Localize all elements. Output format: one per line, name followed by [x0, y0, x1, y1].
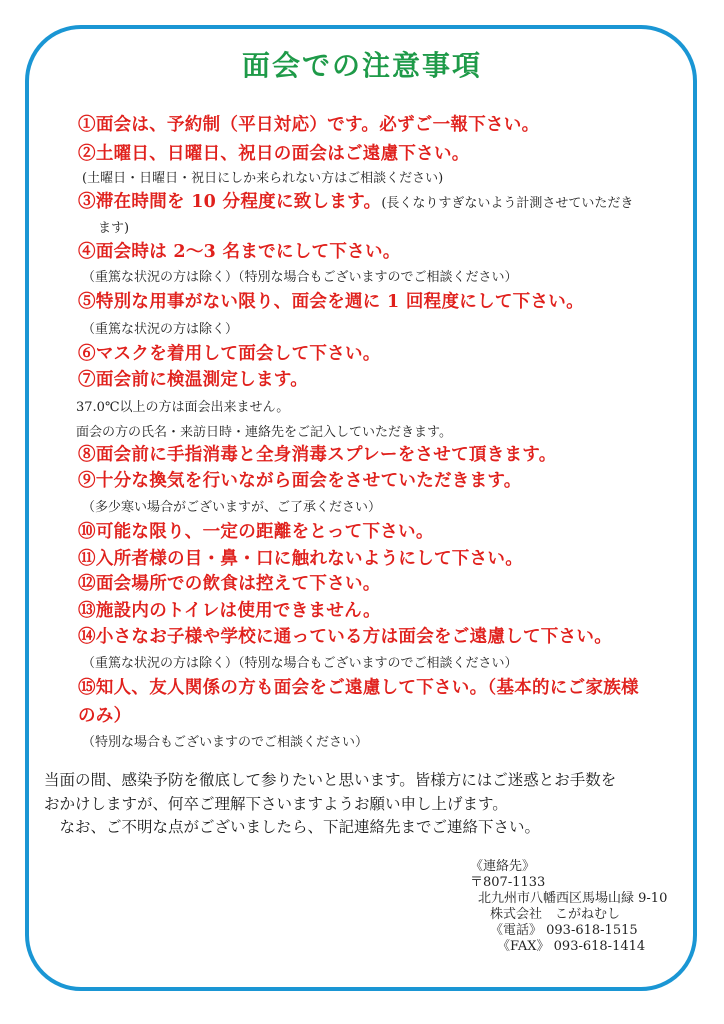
closing-line: おかけしますが、何卒ご理解下さいますようお願い申し上げます。: [44, 794, 508, 813]
item-inline-note: (長くなりすぎないよう計測させていただき: [381, 196, 634, 211]
item-note: （重篤な状況の方は除く）（特別な場合もございますのでご相談ください）: [82, 656, 518, 671]
list-item: ⑥マスクを着用して面会して下さい。: [78, 344, 381, 364]
list-item: ⑩可能な限り、一定の距離をとって下さい。: [78, 522, 434, 542]
list-item: ②土曜日、日曜日、祝日の面会はご遠慮下さい。: [78, 144, 470, 164]
list-item: ①面会は、予約制（平日対応）です。必ずご一報下さい。: [78, 115, 540, 135]
item-note: 面会の方の氏名・来訪日時・連絡先をご記入していただきます。: [76, 425, 452, 440]
list-item: ⑪入所者様の目・鼻・口に触れないようにして下さい。: [78, 549, 524, 569]
closing-line: 当面の間、感染予防を徹底して参りたいと思います。皆様方にはご迷惑とお手数を: [44, 771, 617, 789]
item-note: 37.0℃以上の方は面会出来ません。: [76, 400, 290, 415]
list-item: ⑬施設内のトイレは使用できません。: [78, 601, 381, 621]
list-item-continuation: のみ）: [78, 706, 132, 726]
list-item: ⑨十分な換気を行いながら面会をさせていただきます。: [78, 471, 522, 491]
list-item: ⑧面会前に手指消毒と全身消毒スプレーをさせて頂きます。: [78, 445, 557, 465]
list-item: ③滞在時間を 10 分程度に致します。(長くなりすぎないよう計測させていただき: [78, 192, 634, 212]
contact-address: 北九州市八幡西区馬場山緑 9-10: [478, 891, 668, 906]
item-note: （特別な場合もございますのでご相談ください）: [82, 735, 369, 750]
list-item: ⑭小さなお子様や学校に通っている方は面会をご遠慮して下さい。: [78, 627, 613, 647]
contact-fax: 《FAX》 093-618-1414: [497, 939, 646, 954]
item-note: ます): [98, 221, 130, 236]
item-note: （重篤な状況の方は除く）: [82, 322, 239, 337]
item-note: (土曜日・日曜日・祝日にしか来られない方はご相談ください): [82, 171, 444, 186]
item-note: （多少寒い場合がございますが、ご了承ください）: [82, 500, 382, 515]
closing-paragraph: [44, 769, 684, 840]
contact-postal: 〒807-1133: [470, 875, 546, 890]
list-item: ④面会時は 2～3 名までにして下さい。: [78, 242, 401, 262]
list-item: ⑮知人、友人関係の方も面会をご遠慮して下さい。（基本的にご家族様: [78, 678, 639, 698]
page-title: 面会での注意事項: [241, 49, 482, 82]
contact-company: 株式会社 こがねむし: [490, 907, 621, 922]
contact-heading: 《連絡先》: [470, 859, 536, 874]
list-item: ⑤特別な用事がない限り、面会を週に 1 回程度にして下さい。: [78, 292, 584, 312]
item-note: （重篤な状況の方は除く）（特別な場合もございますのでご相談ください）: [82, 270, 518, 285]
contact-phone: 《電話》 093-618-1515: [490, 923, 638, 938]
closing-line: なお、ご不明な点がございましたら、下記連絡先までご連絡下さい。: [44, 818, 541, 836]
list-item: ⑫面会場所での飲食は控えて下さい。: [78, 574, 381, 594]
list-item: ⑦面会前に検温測定します。: [78, 370, 309, 390]
